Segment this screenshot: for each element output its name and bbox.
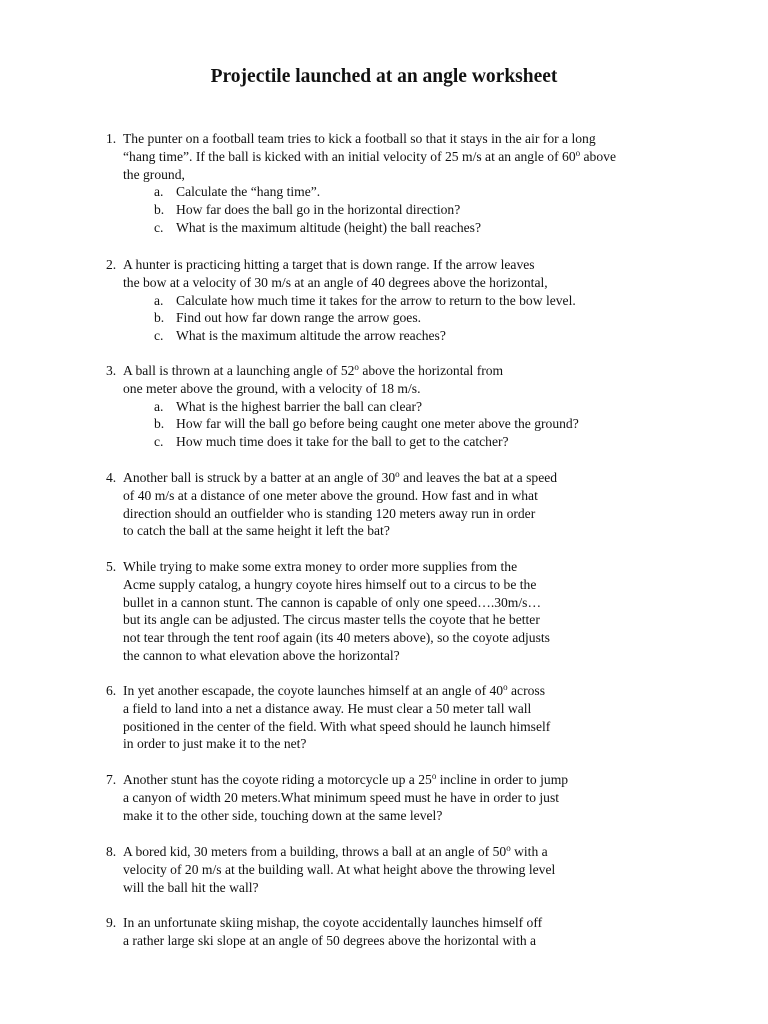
question-part: b. How far does the ball go in the horizontal direction? xyxy=(154,202,461,218)
question-line: bullet in a cannon stunt. The cannon is capable of only one speed….30m/s… xyxy=(123,594,542,610)
question-number: 7. xyxy=(106,772,117,787)
question-7 xyxy=(106,771,706,824)
question-part: b. How far will the ball go before being caught one meter above the ground? xyxy=(154,416,579,432)
question-line: 9. In an unfortunate skiing mishap, the coyote accidentally launches himself off xyxy=(106,915,543,930)
question-line: a rather large ski slope at an angle of 50 degrees above the horizontal with a xyxy=(123,932,537,948)
question-3 xyxy=(106,362,706,451)
question-line: 2. A hunter is practicing hitting a target that is down range. If the arrow leaves xyxy=(106,257,535,272)
question-9 xyxy=(106,914,706,950)
question-line: the bow at a velocity of 30 m/s at an angle of 40 degrees above the horizontal, xyxy=(123,274,548,290)
question-line: Acme supply catalog, a hungry coyote hires himself out to a circus to be the xyxy=(123,576,537,592)
degree-superscript: o xyxy=(395,469,400,479)
question-number: 6. xyxy=(106,683,117,698)
question-number: 4. xyxy=(106,470,117,485)
worksheet-title: Projectile launched at an angle worksheet xyxy=(210,66,558,87)
degree-superscript: o xyxy=(575,147,581,158)
part-letter: a. xyxy=(154,292,164,308)
question-2 xyxy=(106,256,706,345)
question-line: positioned in the center of the field. With what speed should he launch himself xyxy=(123,718,551,734)
question-line: not tear through the tent roof again (its 40 meters above), so the coyote adjusts xyxy=(123,630,550,646)
question-number: 5. xyxy=(106,559,117,574)
part-letter: b. xyxy=(154,416,165,432)
question-line: 7. Another stunt has the coyote riding a motorcycle up a 25$^o$ incline in order to jump xyxy=(106,771,569,787)
question-line: velocity of 20 m/s at the building wall. At what height above the throwing level xyxy=(123,861,556,877)
question-5 xyxy=(106,558,706,665)
question-line: will the ball hit the wall? xyxy=(123,879,259,895)
question-line: in order to just make it to the net? xyxy=(123,736,307,752)
question-number: 2. xyxy=(106,257,117,272)
degree-superscript: o xyxy=(503,682,508,692)
question-part: a. Calculate the “hang time”. xyxy=(154,184,321,200)
question-number: 1. xyxy=(106,131,117,146)
part-letter: b. xyxy=(154,310,165,326)
question-4 xyxy=(106,469,706,540)
question-line: the cannon to what elevation above the horizontal? xyxy=(123,647,400,663)
question-line: a field to land into a net a distance away. He must clear a 50 meter tall wall xyxy=(123,700,532,716)
question-line: the ground, xyxy=(123,166,185,182)
question-part: a. Calculate how much time it takes for the arrow to return to the bow level. xyxy=(154,292,576,308)
question-part: c. What is the maximum altitude (height) the ball reaches? xyxy=(154,219,481,235)
degree-superscript: o xyxy=(506,843,511,853)
question-line: 5. While trying to make some extra money to order more supplies from the xyxy=(106,559,518,574)
part-letter: b. xyxy=(154,202,165,218)
question-part: c. What is the maximum altitude the arrow reaches? xyxy=(154,328,446,344)
question-line: “hang time”. If the ball is kicked with an initial velocity of 25 m/s at an angle of 60$^o$ above xyxy=(123,147,616,164)
question-line: make it to the other side, touching down at the same level? xyxy=(123,807,443,823)
degree-superscript: o xyxy=(354,362,359,372)
question-6 xyxy=(106,682,706,753)
part-letter: c. xyxy=(154,219,164,235)
question-line: to catch the ball at the same height it left the bat? xyxy=(123,523,390,539)
part-letter: a. xyxy=(154,398,164,414)
question-part: b. Find out how far down range the arrow goes. xyxy=(154,310,422,326)
question-number: 9. xyxy=(106,915,117,930)
part-letter: c. xyxy=(154,328,164,344)
part-letter: c. xyxy=(154,434,164,450)
question-line: direction should an outfielder who is standing 120 meters away run in order xyxy=(123,505,536,521)
question-1 xyxy=(106,130,706,237)
question-line: one meter above the ground, with a velocity of 18 m/s. xyxy=(123,380,421,396)
question-line: 1. The punter on a football team tries to kick a football so that it stays in the air for a long xyxy=(106,131,596,146)
question-line: 6. In yet another escapade, the coyote launches himself at an angle of 40$^o$ across xyxy=(106,682,545,698)
question-line: of 40 m/s at a distance of one meter above the ground. How fast and in what xyxy=(123,487,538,503)
part-letter: a. xyxy=(154,184,164,200)
question-line: 3. A ball is thrown at a launching angle of 52$^o$ above the horizontal from xyxy=(106,362,504,378)
question-part: c. How much time does it take for the ball to get to the catcher? xyxy=(154,434,509,450)
question-8 xyxy=(106,843,706,896)
question-number: 8. xyxy=(106,844,117,859)
question-line: but its angle can be adjusted. The circus master tells the coyote that he better xyxy=(123,612,540,628)
question-number: 3. xyxy=(106,363,117,378)
question-line: a canyon of width 20 meters.What minimum speed must he have in order to just xyxy=(123,789,560,805)
question-part: a. What is the highest barrier the ball can clear? xyxy=(154,398,423,414)
question-line: 4. Another ball is struck by a batter at an angle of 30$^o$ and leaves the bat at a speed xyxy=(106,469,558,485)
question-line: 8. A bored kid, 30 meters from a building, throws a ball at an angle of 50$^o$ with a xyxy=(106,843,548,859)
degree-superscript: o xyxy=(431,771,437,781)
